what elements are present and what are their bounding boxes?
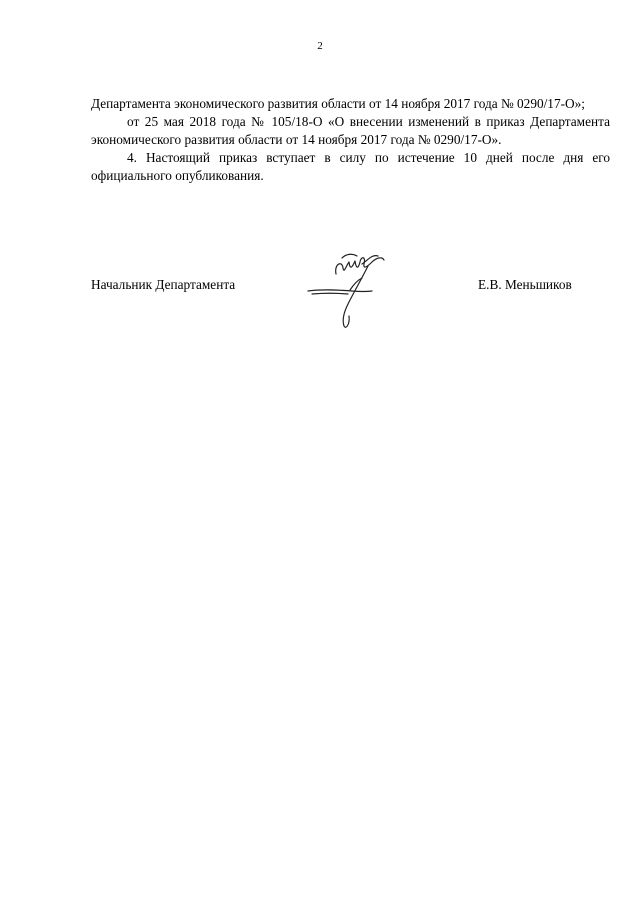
page-number: 2 (317, 40, 323, 52)
handwritten-signature (302, 244, 402, 339)
paragraph-effective-date: 4. Настоящий приказ вступает в силу по истечение 10 дней после дня его официального опубликования. (91, 150, 610, 183)
paragraph-continuation: Департамента экономического развития области от 14 ноября 2017 года № 0290/17-О»; (91, 96, 585, 111)
signatory-title: Начальник Департамента (91, 277, 236, 292)
document-body (91, 95, 610, 185)
signatory-name: Е.В. Меньшиков (478, 277, 572, 292)
paragraph-amendment: от 25 мая 2018 года № 105/18-О «О внесении изменений в приказ Департамента экономического развития области от 14 ноября 2017 года № 0290/17-О». (91, 114, 610, 147)
